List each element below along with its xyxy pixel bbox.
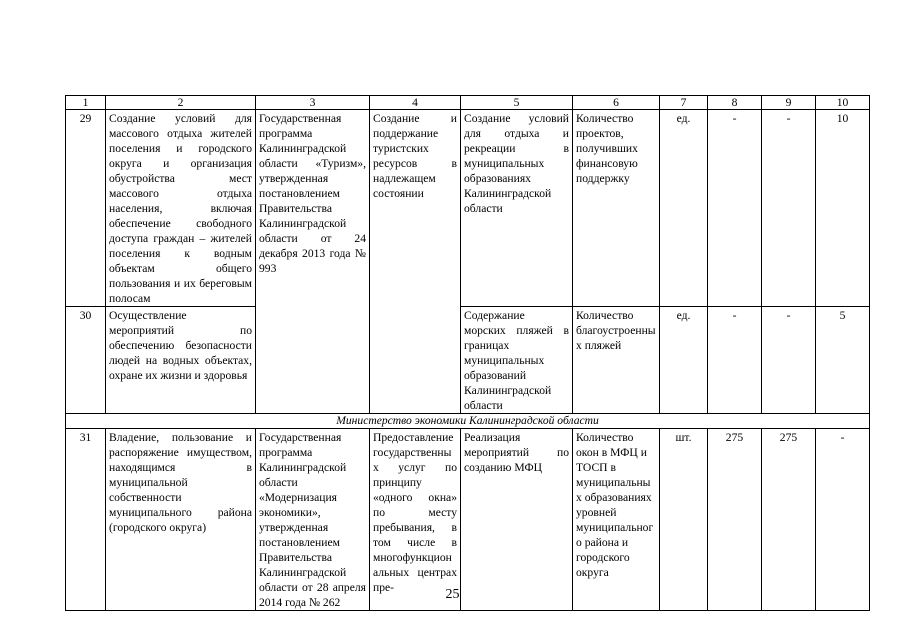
header-cell: 2 [106, 96, 256, 110]
row-number: 30 [66, 307, 106, 414]
value-cell: - [708, 307, 762, 414]
header-cell: 5 [461, 96, 573, 110]
authority-cell: Создание условий для массового отдыха жителей поселения и городского округа и организация обустройства мест массового отдыха населения, включая обеспечение свободного доступа граждан – жителей поселения к водным объектам общего пользования и их береговым полосам [106, 110, 256, 307]
page-number: 25 [445, 587, 460, 602]
measure-cell: Создание условий для отдыха и рекреации в муниципальных образованиях Калининградской области [461, 110, 573, 307]
header-cell: 10 [816, 96, 870, 110]
header-cell: 3 [256, 96, 370, 110]
row-number: 31 [66, 429, 106, 611]
authority-cell: Осуществление мероприятий по обеспечению безопасности людей на водных объектах, охране их жизни и здоровья [106, 307, 256, 414]
value-cell: 10 [816, 110, 870, 307]
table-row [66, 307, 870, 414]
header-row [66, 96, 870, 110]
measure-cell: Содержание морских пляжей в границах муниципальных образований Калининградской области [461, 307, 573, 414]
measure-cell: Реализация мероприятий по созданию МФЦ [461, 429, 573, 611]
program-cell: Государственная программа Калининградской области «Модернизация экономики», утвержденная постановлением Правительства Калининградской области от 28 апреля 2014 года № 262 [256, 429, 370, 611]
unit-cell: ед. [660, 307, 708, 414]
task-cell: Создание и поддержание туристских ресурсов в надлежащем состоянии [370, 110, 461, 414]
indicator-cell: Количество благоустроенных пляжей [573, 307, 660, 414]
task-cell [370, 429, 461, 611]
value-cell: - [816, 429, 870, 611]
section-heading-row [66, 414, 870, 429]
program-cell: Государственная программа Калининградской области «Туризм», утвержденная постановлением Правительства Калининградской области от 24 декабря 2013 года № 993 [256, 110, 370, 414]
value-cell: 5 [816, 307, 870, 414]
header-cell: 4 [370, 96, 461, 110]
header-cell: 1 [66, 96, 106, 110]
unit-cell: шт. [660, 429, 708, 611]
program-table [65, 95, 870, 611]
task-cell-text: Предоставление государственных услуг по принципу «одного окна» по месту пребывания, в том числе в многофункциональных центрах пре- [373, 431, 457, 594]
header-cell: 9 [762, 96, 816, 110]
indicator-cell: Количество проектов, получивших финансовую поддержку [573, 110, 660, 307]
header-cell: 8 [708, 96, 762, 110]
header-cell: 6 [573, 96, 660, 110]
value-cell: - [762, 110, 816, 307]
table-row [66, 110, 870, 307]
indicator-cell: Количество окон в МФЦ и ТОСП в муниципальных образованиях уровней муниципального района и городского округа [573, 429, 660, 611]
authority-cell: Владение, пользование и распоряжение имуществом, находящимся в муниципальной собственности муниципального района (городского округа) [106, 429, 256, 611]
unit-cell: ед. [660, 110, 708, 307]
table-row [66, 429, 870, 611]
value-cell: - [708, 110, 762, 307]
value-cell: - [762, 307, 816, 414]
value-cell: 275 [708, 429, 762, 611]
header-cell: 7 [660, 96, 708, 110]
row-number: 29 [66, 110, 106, 307]
ministry-heading: Министерство экономики Калининградской области [66, 414, 870, 429]
value-cell: 275 [762, 429, 816, 611]
